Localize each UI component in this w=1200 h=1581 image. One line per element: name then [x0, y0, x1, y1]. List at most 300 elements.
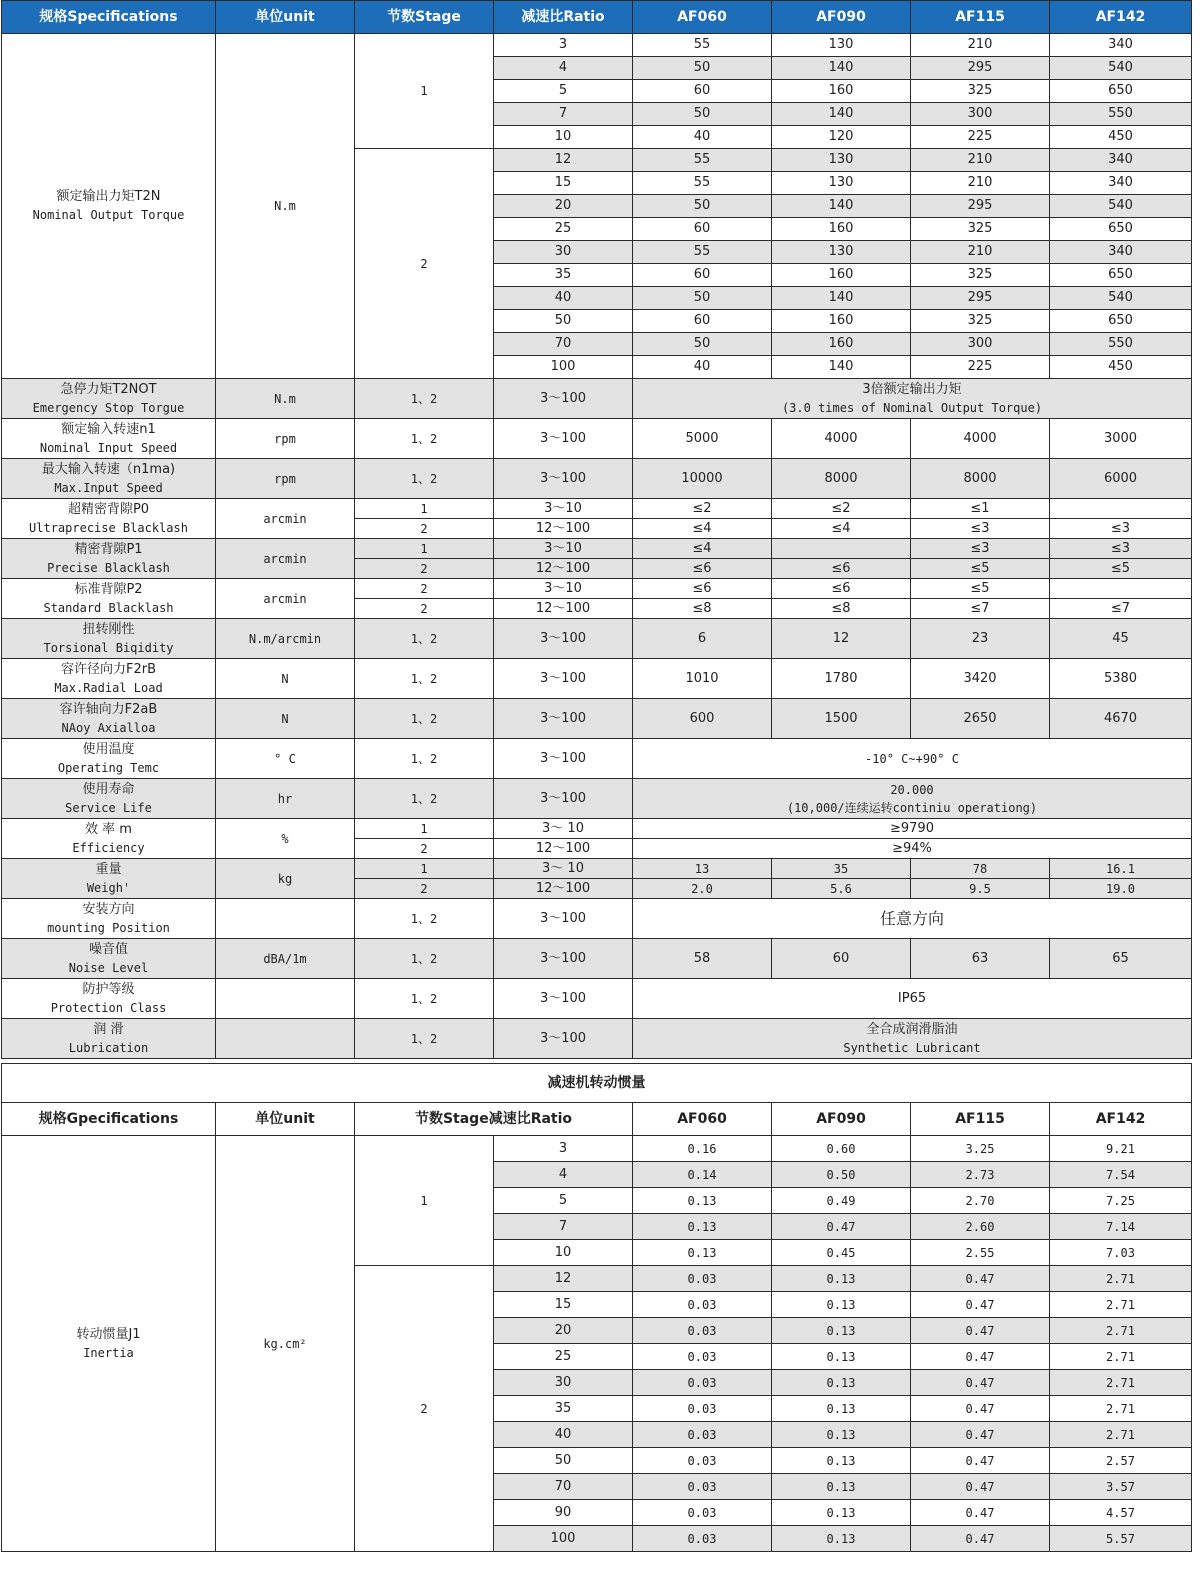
spec-ratio: 30 — [494, 1370, 633, 1396]
spec-value: IP65 — [633, 979, 1192, 1019]
header-af142: AF142 — [1050, 1103, 1192, 1136]
value-af060: 50 — [633, 57, 772, 80]
spec-stage: 2 — [355, 599, 494, 619]
value-af142: 340 — [1050, 149, 1192, 172]
spec-ratio: 7 — [494, 1214, 633, 1240]
spec-ratio: 10 — [494, 126, 633, 149]
value-af090: 0.13 — [772, 1370, 911, 1396]
value-af090: ≤6 — [772, 559, 911, 579]
value-af142: 6000 — [1050, 459, 1192, 499]
value-af142: 2.57 — [1050, 1448, 1192, 1474]
inertia-header-row — [2, 1103, 1192, 1136]
table-row — [2, 619, 1192, 659]
value-af115: 300 — [911, 333, 1050, 356]
table-row — [2, 1019, 1192, 1059]
spec-name: 标准背隙P2 Standard Blacklash — [2, 579, 216, 619]
spec-stage: 2 — [355, 879, 494, 899]
inertia-title-row — [2, 1064, 1192, 1103]
table-row — [2, 979, 1192, 1019]
value-af060: 1010 — [633, 659, 772, 699]
spec-ratio: 70 — [494, 333, 633, 356]
value-af115: 2.70 — [911, 1188, 1050, 1214]
spec-ratio: 5 — [494, 1188, 633, 1214]
value-af115: 325 — [911, 264, 1050, 287]
spec-name: 精密背隙P1 Precise Blacklash — [2, 539, 216, 579]
value-af142: 340 — [1050, 241, 1192, 264]
spec-ratio: 3～100 — [494, 379, 633, 419]
table-row — [2, 899, 1192, 939]
spec-ratio: 3 — [494, 34, 633, 57]
value-af142: 45 — [1050, 619, 1192, 659]
value-af115: 2.60 — [911, 1214, 1050, 1240]
header-ratio: 减速比Ratio — [494, 1, 633, 34]
value-af142: 5.57 — [1050, 1526, 1192, 1552]
header-stage: 节数Stage — [355, 1, 494, 34]
spec-stage: 1、2 — [355, 979, 494, 1019]
header-stage-ratio: 节数Stage减速比Ratio — [355, 1103, 633, 1136]
spec-ratio: 5 — [494, 80, 633, 103]
value-af090: 0.13 — [772, 1344, 911, 1370]
spec-ratio: 12～100 — [494, 559, 633, 579]
spec-ratio: 50 — [494, 310, 633, 333]
value-af090: 60 — [772, 939, 911, 979]
value-af115: 3420 — [911, 659, 1050, 699]
spec-ratio: 3～100 — [494, 659, 633, 699]
value-af090: 140 — [772, 103, 911, 126]
value-af090: 0.13 — [772, 1266, 911, 1292]
inertia-section — [2, 1064, 1192, 1552]
spec-stage: 2 — [355, 839, 494, 859]
value-af090: 1780 — [772, 659, 911, 699]
value-af115: ≤1 — [911, 499, 1050, 519]
spec-ratio: 12 — [494, 1266, 633, 1292]
spec-value: 全合成润滑脂油 Synthetic Lubricant — [633, 1019, 1192, 1059]
header-af060: AF060 — [633, 1, 772, 34]
value-af142: 3000 — [1050, 419, 1192, 459]
value-af090: 0.13 — [772, 1396, 911, 1422]
table-row — [2, 699, 1192, 739]
value-af090: 120 — [772, 126, 911, 149]
spec-ratio: 3～100 — [494, 1019, 633, 1059]
spec-stage: 1、2 — [355, 699, 494, 739]
value-af060: 600 — [633, 699, 772, 739]
spec-unit: arcmin — [216, 579, 355, 619]
spec-name-cn: 额定输出力矩T2N — [56, 189, 161, 204]
value-af090: 5.6 — [772, 879, 911, 899]
value-af115: 0.47 — [911, 1448, 1050, 1474]
value-af060: 0.14 — [633, 1162, 772, 1188]
table-row — [2, 539, 1192, 559]
spec-stage: 1、2 — [355, 1019, 494, 1059]
value-af142: 2.71 — [1050, 1292, 1192, 1318]
spec-unit: ° C — [216, 739, 355, 779]
spec-unit — [216, 979, 355, 1019]
spec-ratio: 100 — [494, 1526, 633, 1552]
spec-ratio: 3～ 10 — [494, 819, 633, 839]
spec-value: ≥94% — [633, 839, 1192, 859]
value-af115: 0.47 — [911, 1474, 1050, 1500]
spec-stage: 1、2 — [355, 659, 494, 699]
value-af060: 60 — [633, 218, 772, 241]
spec-unit: N — [216, 699, 355, 739]
spec-unit: hr — [216, 779, 355, 819]
table-row — [2, 379, 1192, 419]
spec-unit: dBA/1m — [216, 939, 355, 979]
value-af142: 340 — [1050, 34, 1192, 57]
spec-ratio: 4 — [494, 57, 633, 80]
value-af060: 0.03 — [633, 1266, 772, 1292]
value-af060: 55 — [633, 172, 772, 195]
spec-value: 任意方向 — [633, 899, 1192, 939]
value-af060: ≤6 — [633, 559, 772, 579]
spec-ratio: 3～10 — [494, 579, 633, 599]
spec-name — [2, 1136, 216, 1552]
value-af115: 2.55 — [911, 1240, 1050, 1266]
header-spec: 规格Gpecifications — [2, 1103, 216, 1136]
value-af142: 2.71 — [1050, 1396, 1192, 1422]
spec-ratio: 25 — [494, 1344, 633, 1370]
value-af060: 0.13 — [633, 1188, 772, 1214]
spec-name: 安装方向 mounting Position — [2, 899, 216, 939]
table-row — [2, 659, 1192, 699]
value-af115: 295 — [911, 57, 1050, 80]
spec-ratio: 7 — [494, 103, 633, 126]
value-af115: 2650 — [911, 699, 1050, 739]
value-af142: 7.54 — [1050, 1162, 1192, 1188]
value-af115: ≤3 — [911, 539, 1050, 559]
value-af060: 50 — [633, 333, 772, 356]
value-af090: ≤2 — [772, 499, 911, 519]
value-af142: ≤3 — [1050, 539, 1192, 559]
value-af115: 210 — [911, 241, 1050, 264]
value-af060: 50 — [633, 195, 772, 218]
value-af142: 550 — [1050, 103, 1192, 126]
spec-ratio: 3～100 — [494, 899, 633, 939]
value-af060: 0.03 — [633, 1292, 772, 1318]
spec-ratio: 3～100 — [494, 739, 633, 779]
value-af060: 58 — [633, 939, 772, 979]
spec-stage: 1 — [355, 819, 494, 839]
spec-ratio: 20 — [494, 195, 633, 218]
value-af060: ≤6 — [633, 579, 772, 599]
value-af142: ≤3 — [1050, 519, 1192, 539]
spec-ratio: 15 — [494, 1292, 633, 1318]
value-af142: 2.71 — [1050, 1422, 1192, 1448]
spec-stage: 1 — [355, 539, 494, 559]
spec-value: ≥9790 — [633, 819, 1192, 839]
spec-stage: 2 — [355, 559, 494, 579]
spec-unit: N.m/arcmin — [216, 619, 355, 659]
spec-ratio: 3～100 — [494, 779, 633, 819]
spec-ratio: 12～100 — [494, 839, 633, 859]
value-af090: 160 — [772, 264, 911, 287]
spec-stage: 1、2 — [355, 619, 494, 659]
header-row — [2, 1, 1192, 34]
spec-unit — [216, 899, 355, 939]
value-af060: 2.0 — [633, 879, 772, 899]
value-af142: 650 — [1050, 310, 1192, 333]
spec-unit: kg.cm² — [216, 1136, 355, 1552]
value-af142: 2.71 — [1050, 1266, 1192, 1292]
value-af060: 60 — [633, 80, 772, 103]
value-af142: 450 — [1050, 356, 1192, 379]
spec-value: 20.000 (10,000/连续运转continiu operationg) — [633, 779, 1192, 819]
value-af115: 0.47 — [911, 1422, 1050, 1448]
value-af090: 0.50 — [772, 1162, 911, 1188]
spec-ratio: 3～100 — [494, 939, 633, 979]
value-af090: 140 — [772, 356, 911, 379]
inertia-table — [1, 1063, 1192, 1552]
spec-ratio: 25 — [494, 218, 633, 241]
table-row — [2, 459, 1192, 499]
value-af060: ≤2 — [633, 499, 772, 519]
header-af115: AF115 — [911, 1103, 1050, 1136]
spec-stage: 2 — [355, 519, 494, 539]
value-af060: 0.03 — [633, 1500, 772, 1526]
value-af090: ≤6 — [772, 579, 911, 599]
value-af090: 4000 — [772, 419, 911, 459]
value-af142: ≤7 — [1050, 599, 1192, 619]
value-af115: 78 — [911, 859, 1050, 879]
value-af142: 540 — [1050, 287, 1192, 310]
value-af090: 0.13 — [772, 1422, 911, 1448]
table-row — [2, 579, 1192, 599]
value-af115: 0.47 — [911, 1500, 1050, 1526]
value-af060: 40 — [633, 356, 772, 379]
spec-name-en: Inertia — [83, 1345, 134, 1360]
value-af115: 23 — [911, 619, 1050, 659]
value-af060: 60 — [633, 264, 772, 287]
table-row — [2, 779, 1192, 819]
spec-name-cn: 转动惯量J1 — [76, 1326, 141, 1342]
value-af060: 50 — [633, 287, 772, 310]
spec-name: 噪音值 Noise Level — [2, 939, 216, 979]
value-af142: 7.03 — [1050, 1240, 1192, 1266]
spec-name: 超精密背隙P0 Ultraprecise Blacklash — [2, 499, 216, 539]
spec-ratio: 20 — [494, 1318, 633, 1344]
value-af090: 0.13 — [772, 1318, 911, 1344]
value-af115: 0.47 — [911, 1396, 1050, 1422]
header-af090: AF090 — [772, 1, 911, 34]
value-af090 — [772, 539, 911, 559]
value-af060: ≤8 — [633, 599, 772, 619]
spec-name: 最大输入转速（n1ma) Max.Input Speed — [2, 459, 216, 499]
value-af060: 5000 — [633, 419, 772, 459]
value-af060: 0.03 — [633, 1318, 772, 1344]
spec-name: 容许径向力F2rB Max.Radial Load — [2, 659, 216, 699]
value-af142: 4.57 — [1050, 1500, 1192, 1526]
spec-ratio: 12～100 — [494, 519, 633, 539]
spec-name: 润 滑 Lubrication — [2, 1019, 216, 1059]
spec-stage: 1 — [355, 1136, 494, 1266]
value-af142: 650 — [1050, 264, 1192, 287]
spec-ratio: 3～100 — [494, 459, 633, 499]
spec-ratio: 100 — [494, 356, 633, 379]
spec-ratio: 40 — [494, 287, 633, 310]
value-af142: 450 — [1050, 126, 1192, 149]
value-af060: 0.03 — [633, 1474, 772, 1500]
spec-ratio: 40 — [494, 1422, 633, 1448]
value-af060: 0.03 — [633, 1396, 772, 1422]
spec-ratio: 3～10 — [494, 539, 633, 559]
spec-ratio: 3～100 — [494, 979, 633, 1019]
value-af060: ≤4 — [633, 519, 772, 539]
spec-ratio: 70 — [494, 1474, 633, 1500]
header-af060: AF060 — [633, 1103, 772, 1136]
value-af142: 650 — [1050, 80, 1192, 103]
value-af060: 0.03 — [633, 1344, 772, 1370]
value-af060: 60 — [633, 310, 772, 333]
value-af060: 0.13 — [633, 1240, 772, 1266]
spec-unit: N — [216, 659, 355, 699]
table-row — [2, 819, 1192, 839]
spec-name-en: Nominal Output Torque — [32, 208, 185, 222]
value-af142: 540 — [1050, 195, 1192, 218]
value-af115: 0.47 — [911, 1292, 1050, 1318]
spec-name: 防护等级 Protection Class — [2, 979, 216, 1019]
spec-ratio: 3～100 — [494, 619, 633, 659]
spec-ratio: 10 — [494, 1240, 633, 1266]
value-af115: 8000 — [911, 459, 1050, 499]
spec-ratio: 3～ 10 — [494, 859, 633, 879]
value-af115: 225 — [911, 356, 1050, 379]
header-af090: AF090 — [772, 1103, 911, 1136]
spec-ratio: 15 — [494, 172, 633, 195]
table-row — [2, 34, 1192, 57]
spec-stage: 1、2 — [355, 779, 494, 819]
spec-ratio: 12～100 — [494, 879, 633, 899]
value-af115: 210 — [911, 34, 1050, 57]
spec-name: 使用温度 Operating Temc — [2, 739, 216, 779]
value-af142: 340 — [1050, 172, 1192, 195]
value-af090: 140 — [772, 287, 911, 310]
spec-stage: 1 — [355, 859, 494, 879]
spec-ratio: 3～100 — [494, 419, 633, 459]
value-af142: 65 — [1050, 939, 1192, 979]
spec-ratio: 35 — [494, 1396, 633, 1422]
spec-value: -10° C~+90° C — [633, 739, 1192, 779]
value-af115: 2.73 — [911, 1162, 1050, 1188]
spec-unit: kg — [216, 859, 355, 899]
spec-stage: 1、2 — [355, 939, 494, 979]
header-unit: 单位unit — [216, 1, 355, 34]
spec-stage: 2 — [355, 579, 494, 599]
value-af115: 210 — [911, 149, 1050, 172]
value-af142: 2.71 — [1050, 1318, 1192, 1344]
header-spec: 规格Specifications — [2, 1, 216, 34]
header-af142: AF142 — [1050, 1, 1192, 34]
value-af090: ≤8 — [772, 599, 911, 619]
spec-name — [2, 34, 216, 379]
value-af115: 63 — [911, 939, 1050, 979]
value-af115: 325 — [911, 80, 1050, 103]
value-af115: 0.47 — [911, 1266, 1050, 1292]
value-af060: 0.13 — [633, 1214, 772, 1240]
value-af115: ≤5 — [911, 559, 1050, 579]
value-af115: 9.5 — [911, 879, 1050, 899]
inertia-title: 减速机转动惯量 — [2, 1064, 1192, 1103]
header-af115: AF115 — [911, 1, 1050, 34]
table-row — [2, 939, 1192, 979]
value-af090: 130 — [772, 241, 911, 264]
value-af060: 55 — [633, 149, 772, 172]
spec-stage: 2 — [355, 149, 494, 379]
value-af115: 4000 — [911, 419, 1050, 459]
spec-ratio: 35 — [494, 264, 633, 287]
spec-unit: rpm — [216, 459, 355, 499]
value-af142: 7.14 — [1050, 1214, 1192, 1240]
value-af060: 0.03 — [633, 1370, 772, 1396]
spec-name: 扭转刚性 Torsional Biqidity — [2, 619, 216, 659]
spec-unit: arcmin — [216, 539, 355, 579]
value-af060: 40 — [633, 126, 772, 149]
spec-stage: 1 — [355, 34, 494, 149]
value-af115: ≤3 — [911, 519, 1050, 539]
value-af090: 130 — [772, 34, 911, 57]
value-af060: 6 — [633, 619, 772, 659]
value-af090: 0.13 — [772, 1526, 911, 1552]
table-row — [2, 1136, 1192, 1162]
spec-name: 使用寿命 Service Life — [2, 779, 216, 819]
value-af090: 140 — [772, 195, 911, 218]
value-af142: 550 — [1050, 333, 1192, 356]
value-af060: 55 — [633, 241, 772, 264]
value-af060: 55 — [633, 34, 772, 57]
value-af060: ≤4 — [633, 539, 772, 559]
value-af090: ≤4 — [772, 519, 911, 539]
table-row — [2, 499, 1192, 519]
value-af060: 0.03 — [633, 1526, 772, 1552]
value-af115: 295 — [911, 287, 1050, 310]
value-af060: 13 — [633, 859, 772, 879]
value-af090: 1500 — [772, 699, 911, 739]
spec-stage: 2 — [355, 1266, 494, 1552]
spec-ratio: 4 — [494, 1162, 633, 1188]
value-af115: 210 — [911, 172, 1050, 195]
value-af090: 0.13 — [772, 1500, 911, 1526]
spec-unit: rpm — [216, 419, 355, 459]
spec-unit: N.m — [216, 379, 355, 419]
spec-stage: 1、2 — [355, 379, 494, 419]
spec-ratio: 3～100 — [494, 699, 633, 739]
value-af060: 0.03 — [633, 1448, 772, 1474]
spec-ratio: 50 — [494, 1448, 633, 1474]
value-af115: 295 — [911, 195, 1050, 218]
spec-stage: 1、2 — [355, 739, 494, 779]
spec-ratio: 12～100 — [494, 599, 633, 619]
value-af142: 5380 — [1050, 659, 1192, 699]
spec-ratio: 3～10 — [494, 499, 633, 519]
torque-section — [2, 34, 1192, 379]
value-af142 — [1050, 499, 1192, 519]
value-af142: 16.1 — [1050, 859, 1192, 879]
value-af060: 0.16 — [633, 1136, 772, 1162]
spec-name: 效 率 m Efficiency — [2, 819, 216, 859]
value-af090: 140 — [772, 57, 911, 80]
spec-unit: % — [216, 819, 355, 859]
value-af142: 2.71 — [1050, 1344, 1192, 1370]
value-af090: 160 — [772, 80, 911, 103]
other-specs — [2, 379, 1192, 1059]
spec-ratio: 90 — [494, 1500, 633, 1526]
value-af115: 3.25 — [911, 1136, 1050, 1162]
value-af090: 0.45 — [772, 1240, 911, 1266]
value-af090: 160 — [772, 218, 911, 241]
spec-unit — [216, 1019, 355, 1059]
value-af090: 130 — [772, 149, 911, 172]
spec-stage: 1、2 — [355, 899, 494, 939]
value-af090: 12 — [772, 619, 911, 659]
